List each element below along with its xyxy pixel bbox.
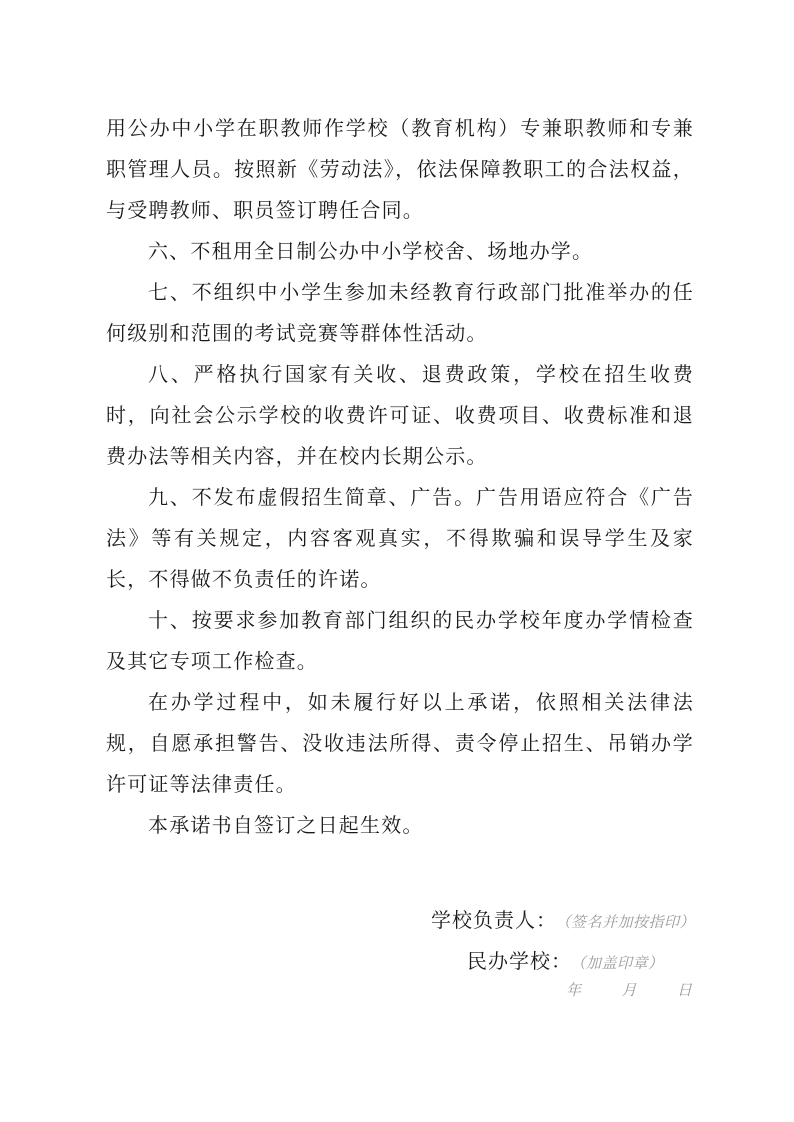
principal-hint: （签名并加按指印） bbox=[563, 913, 696, 931]
paragraph-item-9: 九、不发布虚假招生简章、广告。广告用语应符合《广告法》等有关规定，内容客观真实，不得欺骗和误导学生及家长，不得做不负责任的许诺。 bbox=[106, 485, 694, 591]
paragraph-item-8: 八、严格执行国家有关收、退费政策，学校在招生收费时，向社会公示学校的收费许可证、收费项目、收费标准和退费办法等相关内容，并在校内长期公示。 bbox=[106, 362, 694, 468]
paragraph-effective: 本承诺书自签订之日起生效。 bbox=[148, 813, 424, 837]
school-label: 民办学校： bbox=[467, 949, 572, 973]
date-month: 月 bbox=[621, 981, 637, 999]
paragraph-item-7: 七、不组织中小学生参加未经教育行政部门批准举办的任何级别和范围的考试竞赛等群体性活动。 bbox=[106, 280, 694, 345]
school-hint: （加盖印章） bbox=[578, 954, 664, 972]
date-year: 年 bbox=[566, 981, 582, 999]
paragraph-liability: 在办学过程中，如未履行好以上承诺，依照相关法律法规，自愿承担警告、没收违法所得、责令停止招生、吊销办学许可证等法律责任。 bbox=[106, 690, 694, 796]
paragraph-continuation: 用公办中小学在职教师作学校（教育机构）专兼职教师和专兼职管理人员。按照新《劳动法》，依法保障教职工的合法权益，与受聘教师、职员签订聘任合同。 bbox=[106, 116, 694, 222]
school-seal-line bbox=[467, 945, 664, 974]
date-line bbox=[566, 979, 692, 1000]
paragraph-item-10: 十、按要求参加教育部门组织的民办学校年度办学情检查及其它专项工作检查。 bbox=[106, 608, 694, 673]
principal-signature-line bbox=[431, 904, 695, 933]
principal-label: 学校负责人： bbox=[431, 908, 557, 932]
paragraph-item-6: 六、不租用全日制公办中小学校舍、场地办学。 bbox=[148, 239, 594, 263]
commitment-body bbox=[106, 108, 694, 846]
date-day: 日 bbox=[676, 981, 692, 999]
